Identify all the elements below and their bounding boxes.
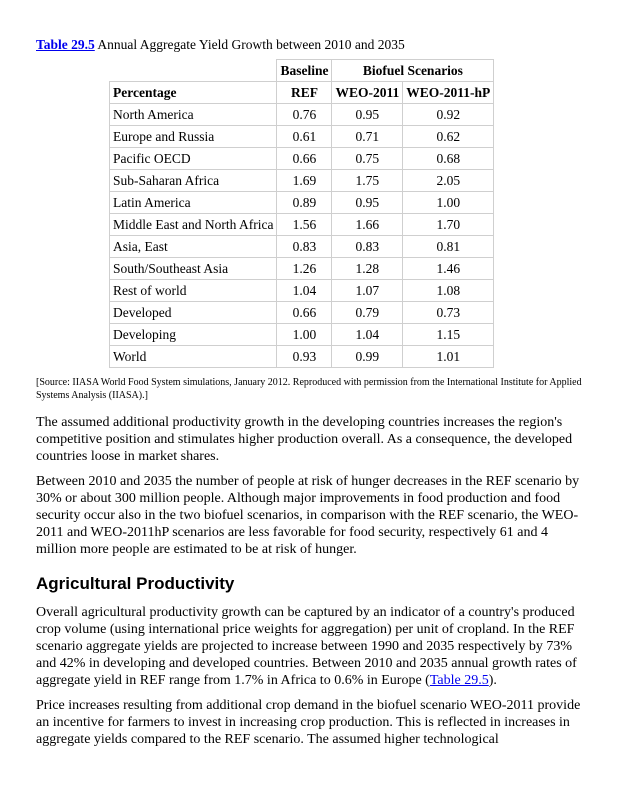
yield-growth-table (109, 59, 494, 368)
column-header-ref: REF (277, 82, 332, 104)
region-cell: World (110, 346, 277, 368)
table-row (110, 192, 494, 214)
table-caption-link[interactable]: Table 29.5 (36, 37, 95, 52)
region-cell: Europe and Russia (110, 126, 277, 148)
table-row (110, 170, 494, 192)
weo2011hp-cell: 1.08 (403, 280, 494, 302)
table-row (110, 324, 494, 346)
weo2011-cell: 1.66 (332, 214, 403, 236)
table-group-header-row (110, 60, 494, 82)
weo2011hp-cell: 0.81 (403, 236, 494, 258)
table-row (110, 236, 494, 258)
weo2011hp-cell: 0.68 (403, 148, 494, 170)
column-header-percentage: Percentage (110, 82, 277, 104)
weo2011-cell: 0.83 (332, 236, 403, 258)
region-cell: Latin America (110, 192, 277, 214)
column-header-weo2011hp: WEO-2011-hP (403, 82, 494, 104)
table-row (110, 280, 494, 302)
weo2011-cell: 1.04 (332, 324, 403, 346)
weo2011hp-cell: 1.15 (403, 324, 494, 346)
weo2011-cell: 1.75 (332, 170, 403, 192)
ref-cell: 0.61 (277, 126, 332, 148)
region-cell: Asia, East (110, 236, 277, 258)
paragraph-productivity-growth: The assumed additional productivity growth in the developing countries increases the region's competitive position and stimulates higher production overall. As a consequence, the developed countries loose in market shares. (36, 415, 573, 464)
weo2011-cell: 0.71 (332, 126, 403, 148)
table-group-header-baseline: Baseline (277, 60, 332, 82)
table-group-header-biofuel: Biofuel Scenarios (332, 60, 494, 82)
ref-cell: 0.89 (277, 192, 332, 214)
table-row (110, 346, 494, 368)
ref-cell: 0.76 (277, 104, 332, 126)
section-heading: Agricultural Productivity (36, 574, 235, 593)
table-row (110, 214, 494, 236)
region-cell: Developed (110, 302, 277, 324)
weo2011-cell: 0.95 (332, 192, 403, 214)
column-header-weo2011: WEO-2011 (332, 82, 403, 104)
table-row (110, 258, 494, 280)
region-cell: North America (110, 104, 277, 126)
table-row (110, 302, 494, 324)
region-cell: Rest of world (110, 280, 277, 302)
page (36, 36, 584, 756)
ref-cell: 1.26 (277, 258, 332, 280)
paragraph-hunger-risk: Between 2010 and 2035 the number of people at risk of hunger decreases in the REF scenario by 30% or about 300 million people. Although major improvements in food production and food security occur also in the two biofuel scenarios, in comparison with the REF scenario, the WEO-2011 and WEO-2011hP scenarios are less favorable for food security, respectively 61 and 4 million more people are estimated to be at risk of hunger. (36, 474, 580, 557)
region-cell: Pacific OECD (110, 148, 277, 170)
ref-cell: 0.93 (277, 346, 332, 368)
weo2011-cell: 0.95 (332, 104, 403, 126)
region-cell: Developing (110, 324, 277, 346)
weo2011-cell: 0.99 (332, 346, 403, 368)
weo2011-cell: 1.07 (332, 280, 403, 302)
region-cell: South/Southeast Asia (110, 258, 277, 280)
weo2011hp-cell: 1.01 (403, 346, 494, 368)
ref-cell: 0.66 (277, 148, 332, 170)
table-row (110, 126, 494, 148)
table-caption (36, 36, 584, 54)
paragraph-text: Overall agricultural productivity growth can be captured by an indicator of a country's produced crop volume (using international price weights for aggregation) per unit of cropland. In the REF scenario aggregate yields are projected to increase between 1990 and 2035 respectively by 73% and 42% in developing and developed countries. Between 2010 and 2035 annual growth rates of aggregate yield in REF range from 1.7% in Africa to 0.6% in Europe ( (36, 605, 577, 688)
paragraph-price-increases: Price increases resulting from additional crop demand in the biofuel scenario WEO-2011 provide an incentive for farmers to invest in increasing crop production. This is reflected in increases in aggregate yields compared to the REF scenario. The assumed higher technological (36, 698, 581, 747)
weo2011-cell: 0.75 (332, 148, 403, 170)
weo2011hp-cell: 1.46 (403, 258, 494, 280)
source-note: [Source: IIASA World Food System simulations, January 2012. Reproduced with permission from the International Institute for Applied Systems Analysis (IIASA).] (36, 377, 582, 401)
weo2011-cell: 1.28 (332, 258, 403, 280)
region-cell: Middle East and North Africa (110, 214, 277, 236)
ref-cell: 0.66 (277, 302, 332, 324)
table-reference-link[interactable]: Table 29.5 (429, 673, 489, 688)
weo2011-cell: 0.79 (332, 302, 403, 324)
ref-cell: 0.83 (277, 236, 332, 258)
paragraph-aggregate-yields (36, 604, 584, 689)
weo2011hp-cell: 1.70 (403, 214, 494, 236)
ref-cell: 1.56 (277, 214, 332, 236)
weo2011hp-cell: 0.73 (403, 302, 494, 324)
region-cell: Sub-Saharan Africa (110, 170, 277, 192)
table-caption-title: Annual Aggregate Yield Growth between 2010 and 2035 (97, 37, 405, 52)
paragraph-text: ). (488, 673, 497, 688)
table-row (110, 148, 494, 170)
table-column-header-row (110, 82, 494, 104)
weo2011hp-cell: 0.92 (403, 104, 494, 126)
ref-cell: 1.00 (277, 324, 332, 346)
weo2011hp-cell: 1.00 (403, 192, 494, 214)
table-row (110, 104, 494, 126)
table-header-empty (110, 60, 277, 82)
ref-cell: 1.69 (277, 170, 332, 192)
weo2011hp-cell: 2.05 (403, 170, 494, 192)
weo2011hp-cell: 0.62 (403, 126, 494, 148)
ref-cell: 1.04 (277, 280, 332, 302)
